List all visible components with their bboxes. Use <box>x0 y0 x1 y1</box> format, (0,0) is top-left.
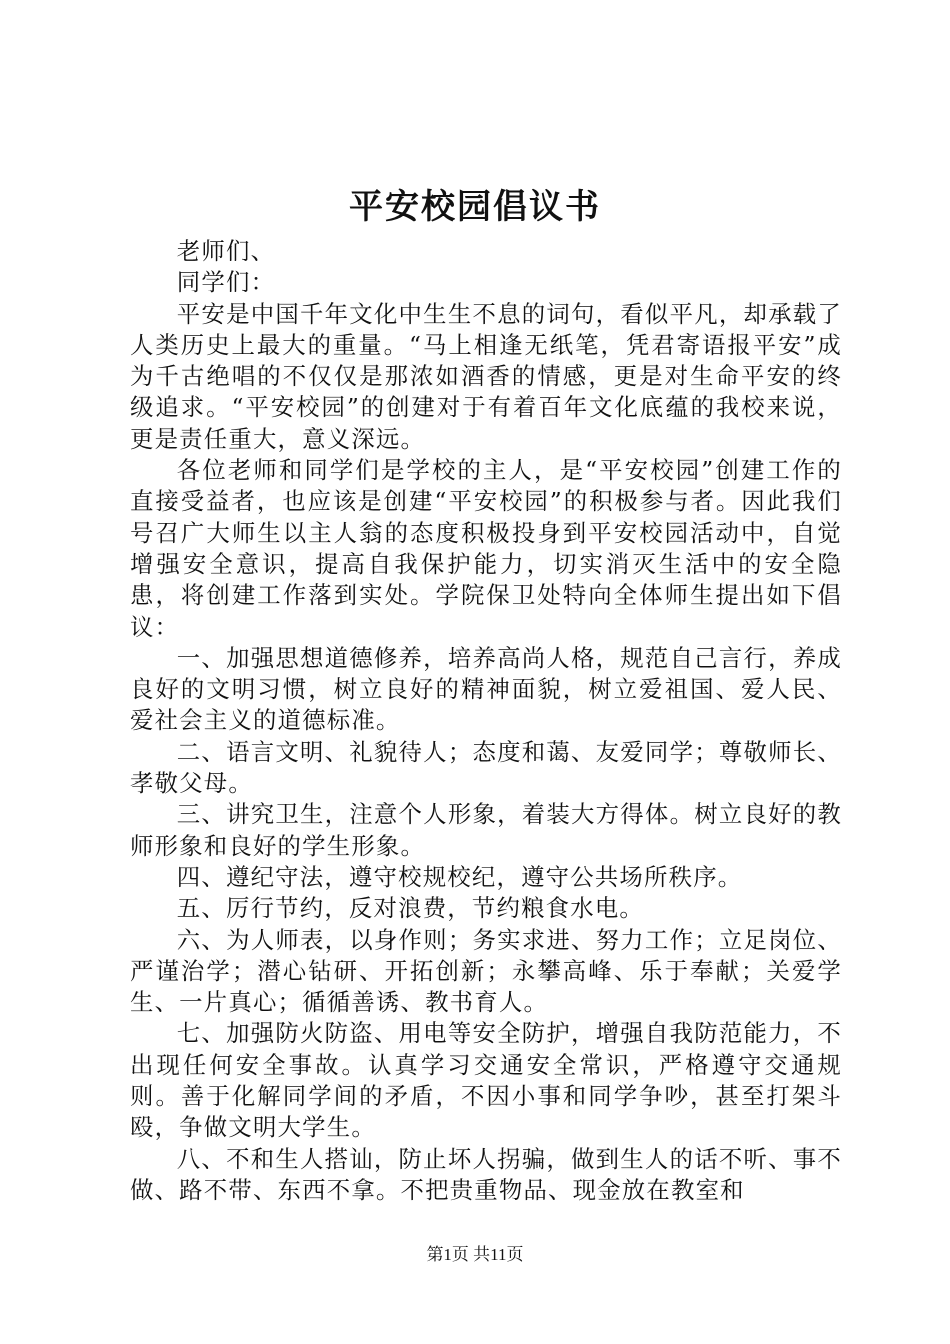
paragraph-call-to-action: 各位老师和同学们是学校的主人，是“平安校园”创建工作的直接受益者，也应该是创建“平安校园”的积极参与者。因此我们号召广大师生以主人翁的态度积极投身到平安校园活动中，自觉增强安全意识，提高自我保护能力，切实消灭生活中的安全隐患，将创建工作落到实处。学院保卫处特向全体师生提出如下倡议： <box>130 456 842 641</box>
proposal-item-7: 七、加强防火防盗、用电等安全防护，增强自我防范能力，不出现任何安全事故。认真学习交通安全常识，严格遵守交通规则。善于化解同学间的矛盾，不因小事和同学争吵，甚至打架斗殴，争做文明大学生。 <box>130 1019 842 1142</box>
proposal-item-8: 八、不和生人搭讪，防止坏人拐骗，做到生人的话不听、事不做、路不带、东西不拿。不把贵重物品、现金放在教室和 <box>130 1144 842 1204</box>
salutation-students: 同学们： <box>176 268 276 297</box>
proposal-item-6: 六、为人师表，以身作则；务实求进、努力工作；立足岗位、严谨治学；潜心钻研、开拓创新；永攀高峰、乐于奉献；关爱学生、一片真心；循循善诱、教书育人。 <box>130 925 842 1017</box>
document-title: 平安校园倡议书 <box>349 187 601 227</box>
paragraph-intro: 平安是中国千年文化中生生不息的词句，看似平凡，却承载了人类历史上最大的重量。“马上相逢无纸笔，凭君寄语报平安”成为千古绝唱的不仅仅是那浓如酒香的情感，更是对生命平安的终级追求。“平安校园”的创建对于有着百年文化底蕴的我校来说，更是责任重大，意义深远。 <box>130 299 842 453</box>
document-body <box>130 236 842 1206</box>
proposal-item-3: 三、讲究卫生，注意个人形象，着装大方得体。树立良好的教师形象和良好的学生形象。 <box>130 800 842 860</box>
proposal-item-5: 五、厉行节约，反对浪费，节约粮食水电。 <box>176 894 645 923</box>
salutation-teachers: 老师们、 <box>176 237 276 265</box>
proposal-item-1: 一、加强思想道德修养，培养高尚人格，规范自己言行，养成良好的文明习惯，树立良好的精神面貌，树立爱祖国、爱人民、爱社会主义的道德标准。 <box>130 643 842 735</box>
proposal-item-4: 四、遵纪守法，遵守校规校纪，遵守公共场所秩序。 <box>176 862 743 891</box>
page-number-footer: 第1页 共11页 <box>426 1245 524 1264</box>
proposal-item-2: 二、语言文明、礼貌待人；态度和蔼、友爱同学；尊敬师长、孝敬父母。 <box>130 737 842 798</box>
